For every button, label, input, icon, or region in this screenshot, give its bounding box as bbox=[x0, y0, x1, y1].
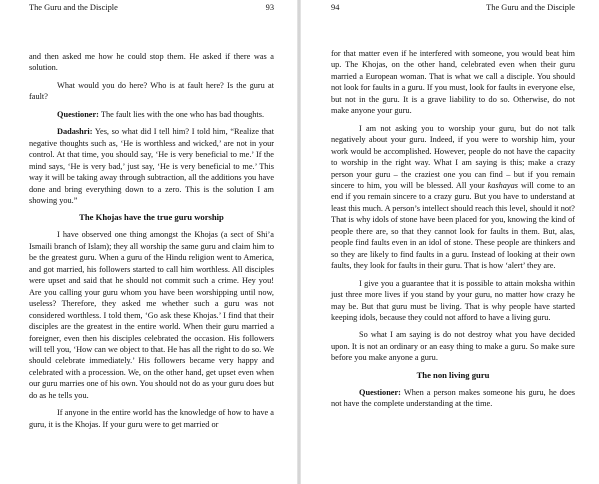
right-page bbox=[300, 0, 599, 484]
questioner-label: Questioner: bbox=[57, 109, 99, 119]
right-page-number: 94 bbox=[331, 3, 340, 12]
questioner-paragraph-right bbox=[331, 387, 575, 410]
left-page-number: 93 bbox=[265, 3, 274, 12]
section-heading-non-living-guru: The non living guru bbox=[416, 369, 490, 380]
kashayas-term: kashayas bbox=[487, 180, 518, 190]
paragraph-guarantee: I give you a guarantee that it is possible to attain moksha within just three more lives if you stand by your guru, no matter how crazy he may be. But that guru must be living. That is why people have started keeping idols, because they could not afford to have a living guru. bbox=[331, 278, 575, 322]
left-page-header bbox=[29, 0, 274, 17]
questioner-paragraph bbox=[29, 109, 274, 120]
paragraph-decided: So what I am saying is do not destroy what you have decided upon. It is not an ordinary or an easy thing to make a guru. So make sure before you make anyone a guru. bbox=[331, 330, 575, 363]
dadashri-label: Dadashri: bbox=[57, 127, 93, 137]
left-running-title: The Guru and the Disciple bbox=[29, 3, 118, 12]
paragraph-khojas: I have observed one thing amongst the Khojas (a sect of Shi’a Ismaili branch of Islam); they all worship the same guru and claim him to be the greatest guru. When a guru of the Hindu religion went to America, and got married, his followers started to call him worthless. All disciples were upset and said that he should not commit such a crime. Hey you! Are you calling your guru whom you have been worshipping until now, useless? Therefore, they asked me whether such a guru was not considered worthless. I told them, ‘Go ask these Khojas.’ I find that their disciples are the greatest in the entire world. When their guru married a foreigner, even then his disciples celebrated the occasion. His followers will tell you, ‘How can we object to that. He has all the right to do so. We should celebrate immediately.’ His followers became very happy and celebrated with a procession. We, on the other hand, get upset even when our guru marries one of his own. You should not do as your guru does but do as he tells you. bbox=[29, 230, 274, 400]
paragraph-question: What would you do here? Who is at fault here? Is the guru at fault? bbox=[29, 80, 274, 102]
right-page-body bbox=[331, 48, 575, 410]
paragraph-worship bbox=[331, 123, 575, 272]
paragraph-knowledge: If anyone in the entire world has the knowledge of how to have a guru, it is the Khojas. If your guru were to get married or bbox=[29, 408, 274, 429]
section-heading-khojas: The Khojas have the true guru worship bbox=[79, 212, 224, 223]
left-page-body bbox=[29, 51, 274, 430]
questioner-text: The fault lies with the one who has bad thoughts. bbox=[98, 109, 265, 119]
paragraph-worship-part-b: will come to an end if you remain sincere to a crazy guru. But you have to understand at least this much. A person’s intellect should reach this level, should it not? That is why idols of stone have been placed for you, knowing the kind of people there are, so that they cannot look for faults in them. But, alas, people find faults even in an idol of stone. These people are thinkers and so they are likely to find faults in a guru. Instead of looking at their own faults, they look for faults in their guru. That is how ‘alert’ they are. bbox=[331, 180, 575, 271]
paragraph-continuation: and then asked me how he could stop them. He asked if there was a solution. bbox=[29, 52, 274, 73]
paragraph-continuation-right: for that matter even if he interfered with someone, you would beat him up. The Khojas, on the other hand, celebrated even when their guru married a European woman. That is what we call a disciple. You should not look for faults in a guru. If you must, look for faults in everyone else, but not in the guru. It is a grave liability to do so. Otherwise, do not make anyone your guru. bbox=[331, 49, 575, 116]
paragraph-worship-part-a: I am not asking you to worship your guru, but do not talk negatively about your guru. Indeed, if you were to worship him, your work would be accomplished. However, people do not have the capacity to worship in the right way. What I am saying is this; make a crazy person your guru – the craziest one you can find – but if you remain sincere to him, you will be blessed. All your bbox=[331, 123, 575, 190]
questioner-label-right: Questioner: bbox=[359, 387, 401, 397]
left-page bbox=[0, 0, 298, 484]
questioner-text-right: When a person makes someone his guru, he does not have the complete understanding at the time. bbox=[331, 387, 575, 409]
dadashri-text: Yes, so what did I tell him? I told him, “Realize that negative thoughts such as, ‘He is worthless and wicked,’ are not in your control. At that time, you should say, ‘He is very beneficial to me.’ If the mind says, ‘He is very bad,’ just say, ‘He is very beneficial to me.’ This way it will be taking away through subtraction, all the additions you have done and bring everything down to a zero. This is the solution I am showing you.” bbox=[29, 127, 274, 205]
right-running-title: The Guru and the Disciple bbox=[486, 3, 575, 12]
dadashri-paragraph bbox=[29, 126, 274, 206]
right-page-header bbox=[331, 0, 575, 17]
